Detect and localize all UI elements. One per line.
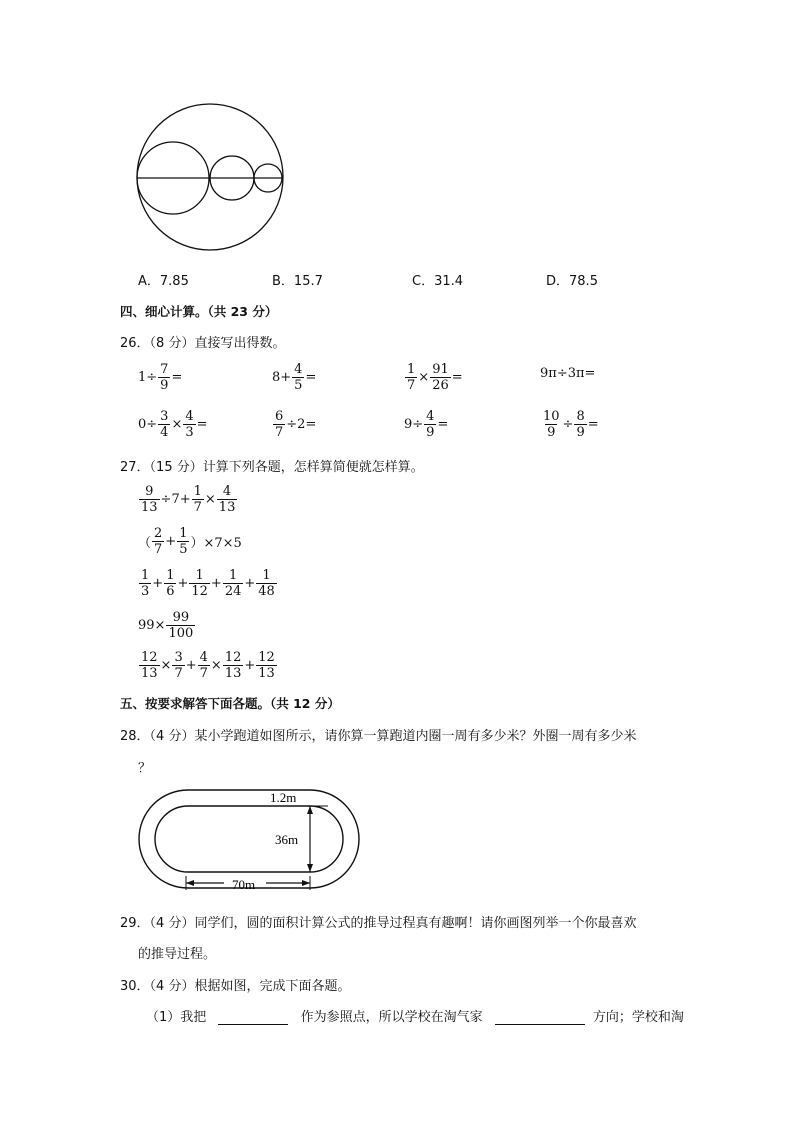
fraction: $\frac{1}{12}$: [191, 568, 208, 599]
fraction: $\frac{10}{9}$: [543, 409, 560, 440]
choice-d[interactable]: D．78.5: [546, 274, 598, 289]
q30-part-1: （1）我把 作为参照点，所以学校在淘气家 方向；学校和淘: [146, 1010, 684, 1025]
track-width-label: 1.2m: [270, 790, 297, 805]
q27-expr-2: （ $\frac{2}{7}$ + $\frac{1}{5}$ ）×7×5: [138, 526, 242, 557]
fraction: $\frac{1}{7}$: [407, 362, 416, 393]
q26-item-d: 9π÷3π=: [540, 366, 596, 381]
section-4-heading: 四、细心计算。（共 23 分）: [120, 304, 278, 319]
q28-text-cont: ？: [138, 761, 152, 776]
q27-expr-4: 99× $\frac{99}{100}$: [138, 610, 194, 641]
arrow-up: [307, 806, 313, 814]
fraction: $\frac{1}{7}$: [193, 484, 202, 515]
fraction: $\frac{7}{9}$: [160, 362, 169, 393]
track-outer: [139, 790, 359, 888]
fraction: $\frac{4}{7}$: [199, 650, 208, 681]
fraction: $\frac{12}{13}$: [141, 650, 158, 681]
q26-item-f: $\frac{6}{7}$ ÷2=: [275, 409, 317, 440]
answer-blank-1[interactable]: [218, 1024, 288, 1025]
q26-item-b: 8+ $\frac{4}{5}$ =: [272, 362, 317, 393]
fraction: $\frac{12}{13}$: [224, 650, 242, 681]
q29-text-line2: 的推导过程。: [138, 947, 217, 962]
choice-c[interactable]: C．31.4: [412, 274, 464, 289]
fraction: $\frac{1}{3}$: [141, 568, 150, 599]
fraction: $\frac{99}{100}$: [168, 610, 194, 641]
q27-expr-3: $\frac{1}{3}$ + $\frac{1}{6}$ + $\frac{1}{12}$ + $\frac{1}{24}$ + $\frac{1}{48}$: [141, 568, 275, 599]
q26-item-g: 9÷ $\frac{4}{9}$ =: [404, 409, 449, 440]
arrow-down: [307, 864, 313, 872]
choice-b[interactable]: B．15.7: [272, 274, 323, 289]
fraction: $\frac{12}{13}$: [258, 650, 275, 681]
fraction: $\frac{3}{4}$: [160, 409, 169, 440]
q26-item-e: 0÷ $\frac{3}{4}$ × $\frac{4}{3}$ =: [138, 409, 208, 440]
answer-blank-2[interactable]: [495, 1024, 585, 1025]
q29-text-line1: 29．（4 分）同学们，圆的面积计算公式的推导过程真有趣啊！请你画图列举一个你最喜欢: [120, 916, 637, 931]
choice-a[interactable]: A．7.85: [138, 274, 189, 289]
fraction: $\frac{4}{9}$: [426, 409, 435, 440]
track-diameter-label: 36m: [275, 832, 299, 847]
fraction: $\frac{1}{6}$: [166, 568, 175, 599]
track-inner: [155, 806, 343, 872]
fraction: $\frac{3}{7}$: [174, 650, 183, 681]
fraction: $\frac{1}{5}$: [179, 526, 188, 557]
q30-text: 30．（4 分）根据如图，完成下面各题。: [120, 979, 351, 994]
fraction: $\frac{1}{24}$: [224, 568, 242, 599]
fraction: $\frac{8}{9}$: [576, 409, 585, 440]
arrow-left: [186, 880, 194, 886]
fraction: $\frac{4}{13}$: [218, 484, 236, 515]
circles-figure: [133, 100, 293, 260]
track-length-label: 70m: [232, 877, 256, 892]
fraction: $\frac{1}{48}$: [258, 568, 275, 599]
fraction: $\frac{4}{5}$: [294, 362, 303, 393]
fraction: $\frac{9}{13}$: [141, 484, 158, 515]
fraction: $\frac{4}{3}$: [185, 409, 194, 440]
fraction: $\frac{2}{7}$: [154, 526, 163, 557]
fraction: $\frac{91}{26}$: [432, 362, 449, 393]
q26-item-c: $\frac{1}{7}$ × $\frac{91}{26}$ =: [407, 362, 463, 393]
q26-item-a: 1÷ $\frac{7}{9}$ =: [138, 362, 183, 393]
fraction: $\frac{6}{7}$: [275, 409, 284, 440]
arrow-right: [302, 880, 310, 886]
q26-text: 26．（8 分）直接写出得数。: [120, 336, 286, 351]
section-5-heading: 五、按要求解答下面各题。（共 12 分）: [120, 696, 340, 711]
q27-expr-1: $\frac{9}{13}$ ÷7+ $\frac{1}{7}$ × $\frac{4}{13}$: [141, 484, 236, 515]
q26-item-h: $\frac{10}{9}$ ÷ $\frac{8}{9}$ =: [543, 409, 599, 440]
track-figure: [138, 786, 368, 898]
q27-text: 27．（15 分）计算下列各题，怎样算简便就怎样算。: [120, 460, 424, 475]
q27-expr-5: $\frac{12}{13}$ × $\frac{3}{7}$ + $\frac{4}{7}$ × $\frac{12}{13}$ + $\frac{12}{13}$: [141, 650, 275, 681]
q28-text: 28．（4 分）某小学跑道如图所示，请你算一算跑道内圈一周有多少米？外圈一周有多少米: [120, 729, 637, 744]
